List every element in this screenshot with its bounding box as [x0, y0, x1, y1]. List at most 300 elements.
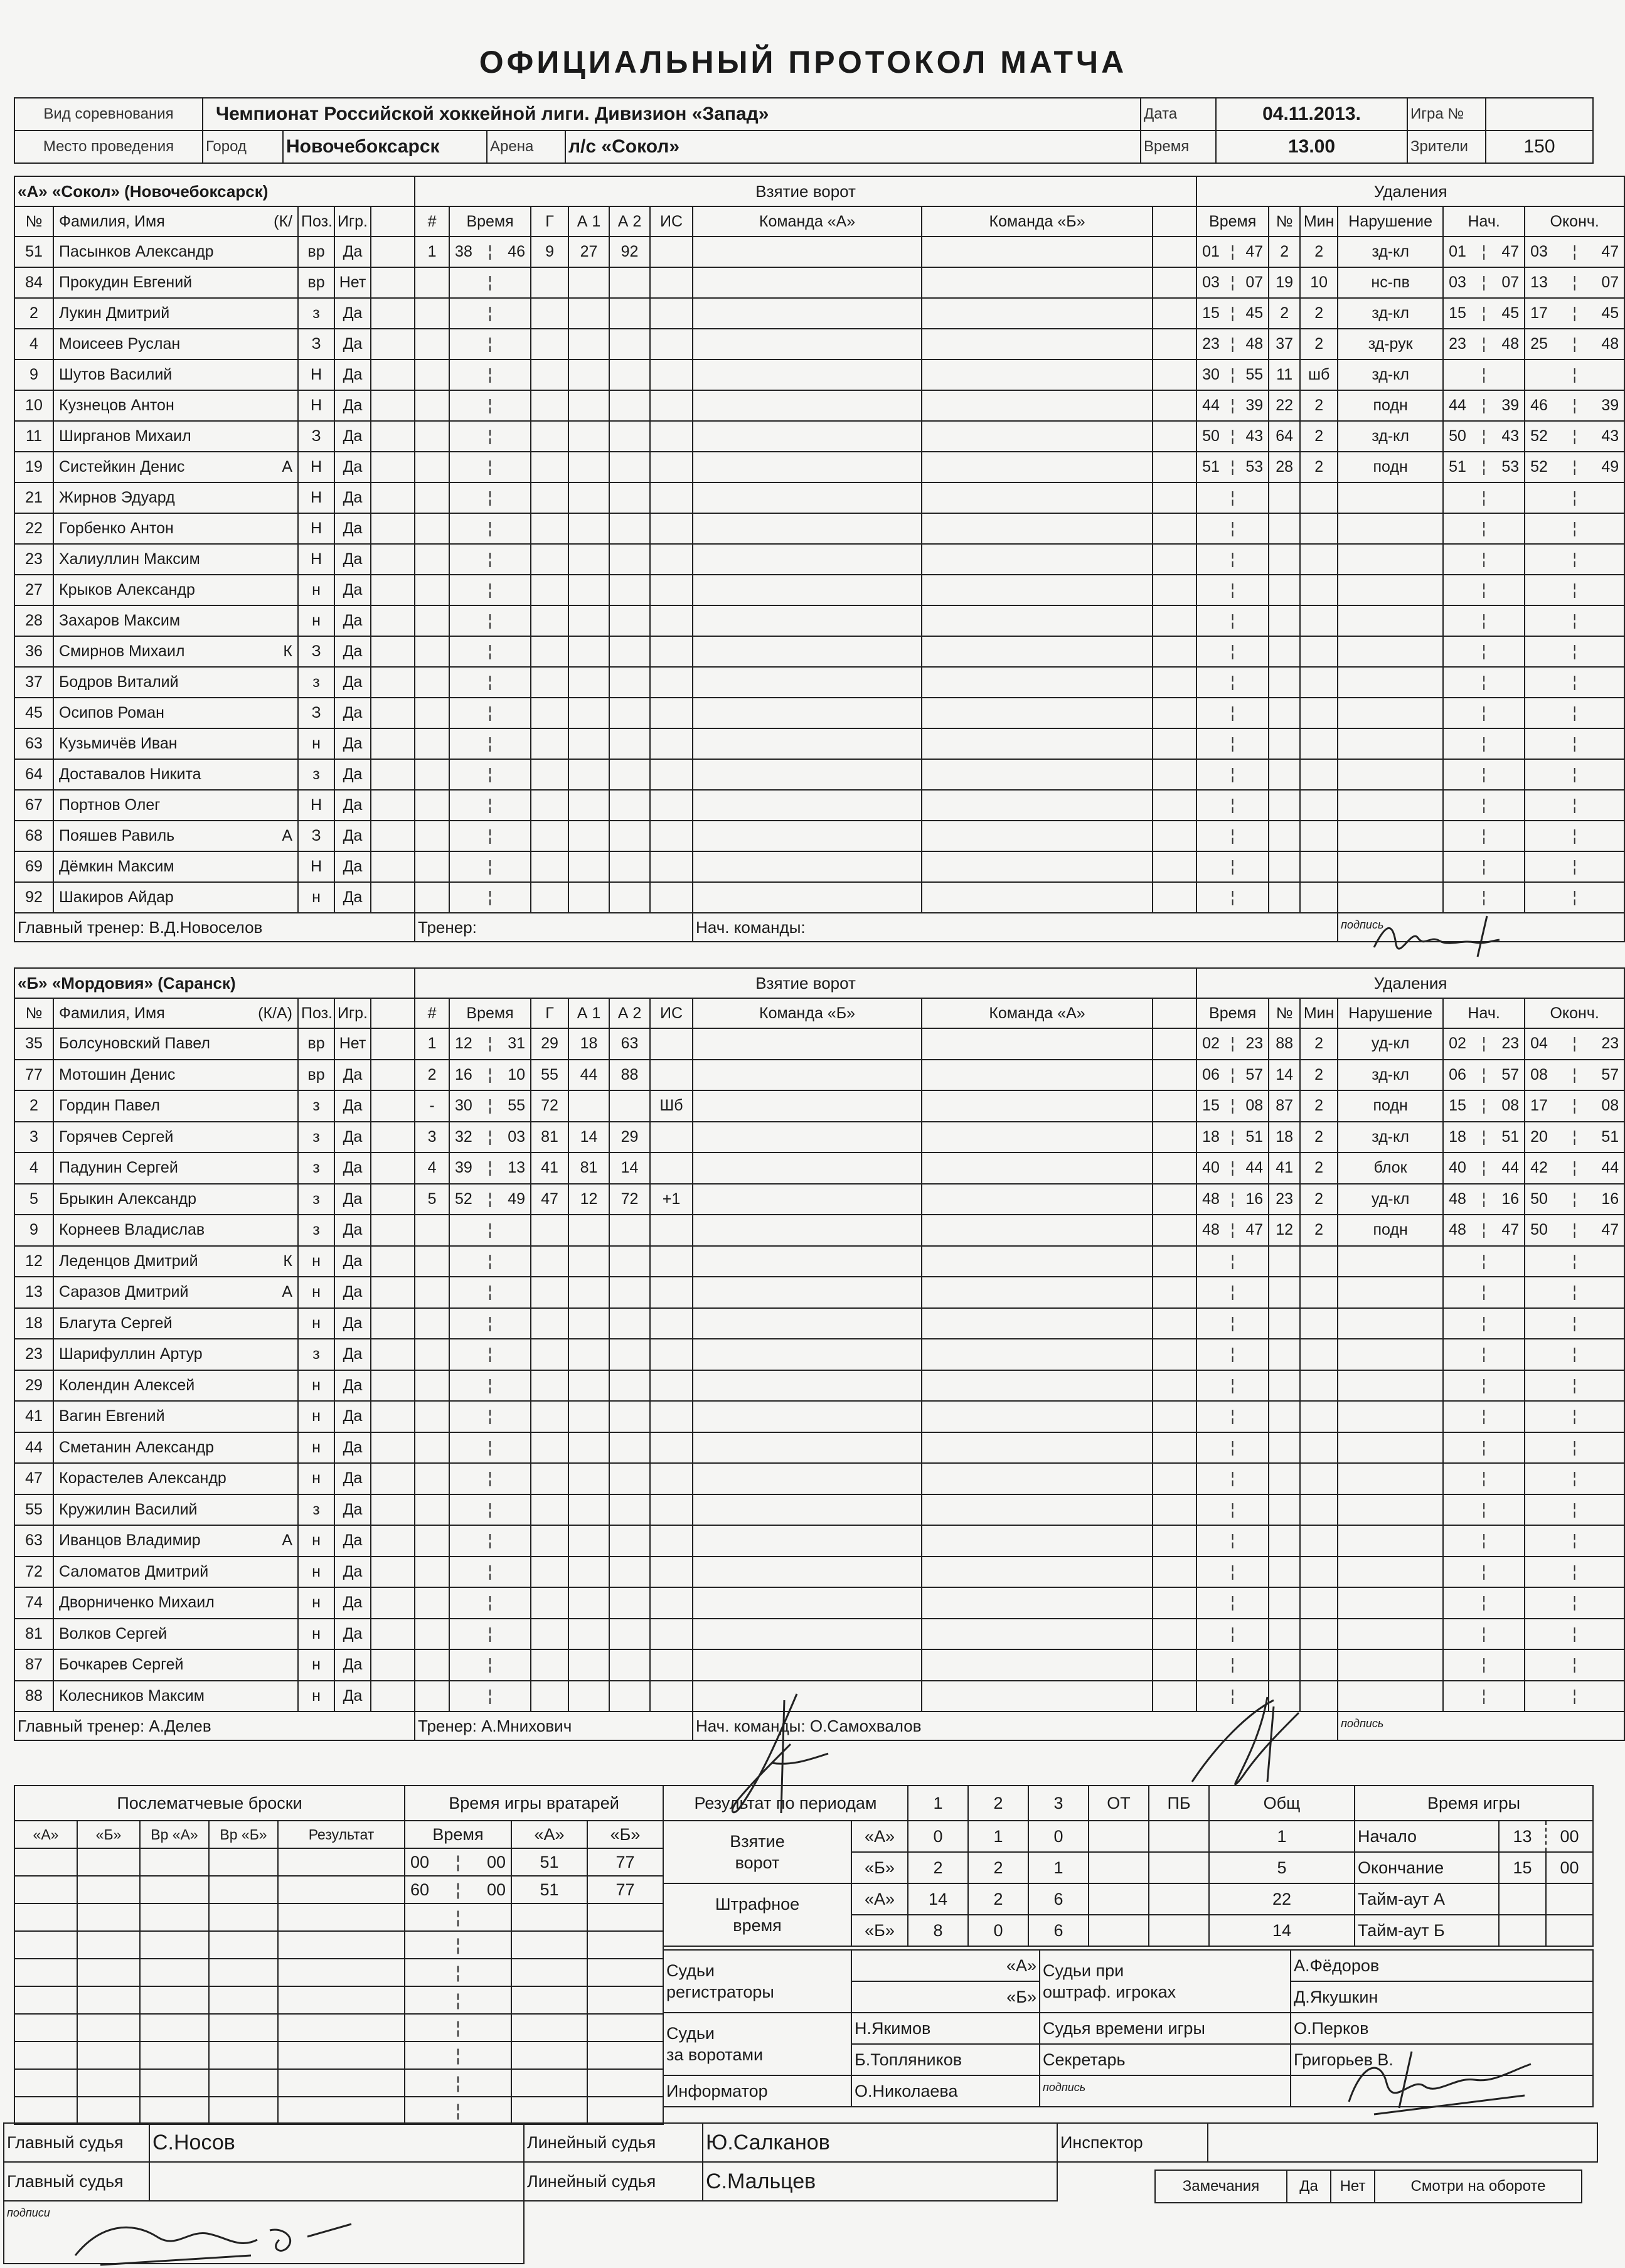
player-position: з	[298, 1184, 334, 1215]
goal-scorer	[531, 728, 568, 759]
gap-cell	[371, 605, 415, 636]
penalty-time-mm: 15	[1202, 304, 1220, 322]
goal-time-wrap	[452, 366, 528, 384]
penalty-time-ss: 55	[1245, 366, 1264, 383]
goalie-b	[587, 2069, 663, 2097]
penalty-end-wrap	[1528, 581, 1621, 599]
penalty-start-sep: ¦	[1481, 1594, 1486, 1612]
penalty-time-mm: 30	[1202, 366, 1220, 383]
penalty-end	[1525, 1339, 1624, 1370]
penalty-player	[1269, 698, 1300, 728]
player-row	[14, 728, 1624, 759]
goal-time-sep: ¦	[488, 1252, 493, 1270]
goals-b-so	[1149, 1852, 1209, 1883]
goal-assist-1	[568, 1308, 609, 1339]
penalty-time	[1196, 882, 1269, 913]
goal-time-wrap	[452, 427, 528, 445]
penalty-minutes	[1300, 1619, 1338, 1650]
player-name: Захаров Максим	[59, 612, 181, 629]
goal-time	[449, 1060, 531, 1091]
onice-own	[693, 1619, 922, 1650]
onice-opp	[922, 575, 1153, 605]
penalty-start-ss: 47	[1501, 1221, 1520, 1239]
goal-number	[415, 667, 449, 698]
penalty-player: 22	[1269, 390, 1300, 421]
goal-assist-1	[568, 1619, 609, 1650]
penalty-infraction	[1338, 1649, 1443, 1681]
goal-assist-2	[609, 482, 650, 513]
goal-time-wrap	[452, 550, 528, 568]
penalty-time-wrap	[1200, 704, 1265, 722]
player-name: Корнеев Владислав	[59, 1221, 205, 1239]
player-name-wrap	[56, 1283, 295, 1301]
penalty-box-1: А.Фёдоров	[1291, 1950, 1593, 1981]
shootout-cell	[14, 1876, 77, 1903]
goal-scorer	[531, 544, 568, 575]
player-name-wrap	[56, 397, 295, 415]
team-a-name: «А» «Сокол» (Новочебоксарск)	[14, 176, 415, 206]
penalty-player	[1269, 482, 1300, 513]
goal-time-sep: ¦	[488, 1656, 493, 1674]
player-played: Да	[334, 605, 371, 636]
penalty-end-wrap	[1528, 612, 1621, 630]
player-position: н	[298, 1432, 334, 1464]
player-name-cell	[53, 359, 298, 390]
penalty-end-sep: ¦	[1572, 1065, 1577, 1083]
goal-scorer: 41	[531, 1153, 568, 1184]
player-played: Да	[334, 759, 371, 790]
player-name: Благута Сергей	[59, 1314, 173, 1332]
goalie-time-title: Время игры вратарей	[405, 1786, 663, 1821]
penalty-minutes	[1300, 1649, 1338, 1681]
player-number: 4	[14, 329, 53, 359]
shootout-row	[14, 1959, 405, 1986]
penalty-end-ss: 07	[1601, 274, 1619, 291]
team-b-section	[14, 967, 1619, 1741]
onice-opp	[922, 513, 1153, 544]
player-played: Да	[334, 1370, 371, 1402]
goal-number	[415, 1401, 449, 1432]
goal-time	[449, 1215, 531, 1246]
penalty-time-sep: ¦	[1230, 1686, 1235, 1705]
penalty-end-wrap	[1528, 1314, 1621, 1333]
penalty-time	[1196, 1432, 1269, 1464]
player-name-wrap	[56, 1625, 295, 1643]
player-number: 10	[14, 390, 53, 421]
penalty-minutes	[1300, 698, 1338, 728]
player-position: Н	[298, 359, 334, 390]
game-no-label: Игра №	[1407, 98, 1486, 130]
player-name: Пасынков Александр	[59, 243, 214, 260]
penalty-minutes	[1300, 636, 1338, 667]
penalty-time	[1196, 1184, 1269, 1215]
onice-opp	[922, 1028, 1153, 1060]
penalty-start	[1443, 1432, 1525, 1464]
goal-number	[415, 452, 449, 482]
goals-b-ot	[1089, 1852, 1149, 1883]
shootout-rows	[14, 1848, 405, 2124]
venue-label: Место проведения	[14, 130, 203, 163]
onice-opp	[922, 329, 1153, 359]
scorers-label	[663, 1950, 851, 2013]
player-position: Н	[298, 513, 334, 544]
penalty-start-sep: ¦	[1481, 888, 1486, 906]
goalie-b: 77	[587, 1876, 663, 1903]
goal-assist-2	[609, 667, 650, 698]
remarks-see-back: Смотри на обороте	[1375, 2170, 1582, 2203]
penalty-start-wrap	[1446, 1563, 1521, 1581]
city-value: Новочебоксарск	[283, 130, 487, 163]
goal-time-sep: ¦	[488, 673, 493, 691]
penalty-start-ss: 16	[1501, 1190, 1520, 1208]
player-number: 77	[14, 1060, 53, 1091]
penalty-minutes: 2	[1300, 452, 1338, 482]
player-position: з	[298, 1339, 334, 1370]
penalty-start	[1443, 1277, 1525, 1308]
penalty-end	[1525, 605, 1624, 636]
player-name-cell	[53, 513, 298, 544]
penalty-time	[1196, 728, 1269, 759]
goal-assist-2	[609, 1339, 650, 1370]
shootout-cell	[209, 2014, 278, 2042]
penalty-start	[1443, 1401, 1525, 1432]
goal-time-wrap	[452, 858, 528, 876]
col-pos: Поз.	[298, 206, 334, 237]
goal-time-wrap	[452, 1656, 528, 1674]
goal-assist-1	[568, 544, 609, 575]
goalie-time	[405, 2014, 511, 2042]
player-name-cell	[53, 1370, 298, 1402]
goal-judge-2: Б.Топляников	[851, 2044, 1040, 2075]
goal-number	[415, 605, 449, 636]
penalty-start-sep: ¦	[1481, 1531, 1486, 1550]
penalty-end	[1525, 1060, 1624, 1091]
penalty-time-mm: 01	[1202, 243, 1220, 260]
referee-1-label: Главный судья	[4, 2123, 149, 2162]
gap-cell	[371, 1370, 415, 1402]
goal-time-wrap	[452, 1252, 528, 1270]
penalty-end-ss: 48	[1601, 335, 1619, 353]
penalty-end-ss: 44	[1601, 1159, 1619, 1177]
col-hash: #	[415, 998, 449, 1028]
goal-situation	[650, 1153, 693, 1184]
player-position: н	[298, 1370, 334, 1402]
player-number: 23	[14, 544, 53, 575]
goal-time-sep: ¦	[488, 642, 493, 660]
penalty-end-mm: 08	[1530, 1065, 1548, 1083]
penalty-player	[1269, 1619, 1300, 1650]
goals-b-p2: 2	[968, 1852, 1028, 1883]
penalty-start-wrap	[1446, 1531, 1521, 1550]
penalty-time-ss: 23	[1245, 1035, 1264, 1053]
penalty-player	[1269, 1463, 1300, 1494]
penalty-end-wrap	[1528, 519, 1621, 538]
onice-opp	[922, 1463, 1153, 1494]
penalty-time-wrap	[1200, 366, 1265, 384]
spectators-value: 150	[1486, 130, 1593, 163]
goal-number: 5	[415, 1184, 449, 1215]
onice-opp	[922, 1246, 1153, 1277]
penalty-time-wrap	[1200, 1283, 1265, 1301]
penalty-start-wrap	[1446, 1687, 1521, 1705]
goal-time-sep: ¦	[488, 1127, 493, 1146]
penalty-end	[1525, 1028, 1624, 1060]
penalty-end-sep: ¦	[1572, 550, 1577, 568]
head-coach-label: Главный тренер:	[18, 1716, 145, 1735]
gap-cell	[371, 1277, 415, 1308]
goalie-time-sep: ¦	[456, 2018, 461, 2037]
player-name-wrap	[56, 1656, 295, 1674]
penalty-start-wrap	[1446, 397, 1521, 415]
penalty-time	[1196, 421, 1269, 452]
player-played: Да	[334, 1494, 371, 1526]
goals-team-a: «А»	[851, 1821, 908, 1852]
player-position: вр	[298, 267, 334, 298]
penalty-end-sep: ¦	[1572, 1594, 1577, 1612]
goal-assist-2	[609, 544, 650, 575]
player-number: 41	[14, 1401, 53, 1432]
goal-scorer	[531, 298, 568, 329]
penalty-infraction	[1338, 1277, 1443, 1308]
penalty-start-sep: ¦	[1481, 274, 1486, 291]
penalty-start-wrap	[1446, 673, 1521, 691]
player-played: Нет	[334, 267, 371, 298]
penalty-start-sep: ¦	[1481, 1065, 1486, 1083]
goal-scorer	[531, 1681, 568, 1712]
goal-assist-2	[609, 1090, 650, 1122]
goal-time-sep: ¦	[488, 1159, 493, 1177]
goal-number	[415, 1619, 449, 1650]
game-time-table	[1354, 1785, 1594, 1947]
penalty-start-sep: ¦	[1481, 612, 1486, 629]
onice-own	[693, 482, 922, 513]
player-name-cell	[53, 329, 298, 359]
gap-cell	[371, 728, 415, 759]
player-name-wrap	[56, 1097, 295, 1115]
gap-cell-2	[1153, 1370, 1196, 1402]
player-number: 35	[14, 1028, 53, 1060]
goal-time-wrap	[452, 827, 528, 845]
goal-time-sep: ¦	[488, 735, 493, 752]
goal-time-mm: 52	[455, 1190, 472, 1208]
team-b-name: «Б» «Мордовия» (Саранск)	[14, 968, 415, 998]
onice-opp	[922, 298, 1153, 329]
player-row	[14, 452, 1624, 482]
player-number: 23	[14, 1339, 53, 1370]
player-row	[14, 237, 1624, 267]
goals-b-total: 5	[1209, 1852, 1355, 1883]
goal-time-sep: ¦	[488, 1345, 493, 1363]
goal-time-wrap	[452, 1097, 528, 1115]
penalty-end-wrap	[1528, 735, 1621, 753]
gap-cell	[371, 544, 415, 575]
shootout-cell	[209, 1986, 278, 2014]
penalty-time-sep: ¦	[1230, 335, 1235, 353]
penalty-time	[1196, 821, 1269, 851]
player-name-wrap	[56, 704, 295, 722]
penalty-time-wrap	[1200, 1563, 1265, 1581]
penalty-end-wrap	[1528, 335, 1621, 353]
shootout-cell	[140, 1848, 209, 1876]
goal-scorer	[531, 1619, 568, 1650]
player-name-cell	[53, 1246, 298, 1277]
goal-assist-2	[609, 605, 650, 636]
goal-situation	[650, 1370, 693, 1402]
gap-cell	[371, 1028, 415, 1060]
time-value: 13.00	[1216, 130, 1407, 163]
player-name-cell	[53, 575, 298, 605]
gap-cell	[371, 1308, 415, 1339]
penalty-infraction	[1338, 1494, 1443, 1526]
penalty-player	[1269, 544, 1300, 575]
goals-a-p2: 1	[968, 1821, 1028, 1852]
team-chief-label: Нач. команды:	[696, 917, 806, 937]
goal-assist-2: 72	[609, 1184, 650, 1215]
gap-cell-2	[1153, 237, 1196, 267]
penalty-end-sep: ¦	[1572, 335, 1577, 353]
inspector-label: Инспектор	[1057, 2123, 1208, 2162]
goal-time	[449, 359, 531, 390]
goal-scorer	[531, 359, 568, 390]
pim-b-p1: 8	[908, 1915, 968, 1946]
gap-cell	[371, 1153, 415, 1184]
goal-assist-2	[609, 1401, 650, 1432]
informer-label: Информатор	[663, 2075, 851, 2107]
player-position: Н	[298, 790, 334, 821]
goal-situation	[650, 1587, 693, 1619]
goal-assist-1	[568, 667, 609, 698]
player-row	[14, 298, 1624, 329]
goal-time	[449, 1246, 531, 1277]
player-row	[14, 1246, 1624, 1277]
penalty-end-sep: ¦	[1572, 765, 1577, 783]
penalty-time	[1196, 544, 1269, 575]
penalty-end-sep: ¦	[1572, 1283, 1577, 1301]
penalty-start-wrap	[1446, 581, 1521, 599]
penalty-end-sep: ¦	[1572, 1097, 1577, 1115]
penalty-end-mm: 20	[1530, 1127, 1548, 1146]
onice-opp	[922, 1494, 1153, 1526]
goal-number	[415, 1308, 449, 1339]
penalty-start-wrap	[1446, 612, 1521, 630]
penalty-time-wrap	[1200, 489, 1265, 507]
penalty-player	[1269, 882, 1300, 913]
goal-number	[415, 636, 449, 667]
penalty-time	[1196, 851, 1269, 882]
penalty-end	[1525, 544, 1624, 575]
goal-time-wrap	[452, 1407, 528, 1425]
goal-assist-2	[609, 421, 650, 452]
penalty-start-wrap	[1446, 1625, 1521, 1643]
goal-time	[449, 698, 531, 728]
player-name: Шутов Василий	[59, 366, 173, 383]
gap-cell-2	[1153, 851, 1196, 882]
penalty-minutes	[1300, 667, 1338, 698]
gap-cell	[371, 698, 415, 728]
pim-label-1: Штрафное	[715, 1895, 800, 1914]
penalty-end-mm: 50	[1530, 1221, 1548, 1239]
goal-time	[449, 421, 531, 452]
penalty-player	[1269, 636, 1300, 667]
shootout-cell	[140, 1959, 209, 1986]
goalie-a: 51	[511, 1848, 587, 1876]
secretary-signature-space	[1291, 2075, 1593, 2107]
penalty-start-sep: ¦	[1481, 304, 1486, 322]
goalie-time-wrap	[408, 1963, 508, 1983]
penalty-end-ss: 16	[1601, 1190, 1619, 1208]
goal-number	[415, 421, 449, 452]
goal-number	[415, 359, 449, 390]
player-number: 2	[14, 298, 53, 329]
penalty-start-sep: ¦	[1481, 1221, 1486, 1239]
penalty-end-mm: 50	[1530, 1190, 1548, 1208]
player-role: А	[282, 458, 292, 476]
penalty-end-mm: 52	[1530, 427, 1548, 445]
goal-situation	[650, 790, 693, 821]
player-played: Да	[334, 1587, 371, 1619]
penalty-end	[1525, 667, 1624, 698]
onice-own	[693, 1060, 922, 1091]
goal-judges-label-1: Судьи	[666, 2024, 715, 2043]
penalty-time-wrap	[1200, 458, 1265, 476]
player-played: Да	[334, 1619, 371, 1650]
penalty-start-sep: ¦	[1481, 550, 1486, 568]
goal-assist-2	[609, 575, 650, 605]
col-infraction: Нарушение	[1338, 206, 1443, 237]
penalty-time	[1196, 1370, 1269, 1402]
team-a-signature-cell	[1338, 913, 1624, 942]
goal-assist-2	[609, 728, 650, 759]
gap-cell-2	[1153, 482, 1196, 513]
player-row	[14, 790, 1624, 821]
referee-1-value: С.Носов	[149, 2123, 524, 2162]
onice-opp	[922, 1370, 1153, 1402]
onice-own	[693, 1494, 922, 1526]
goal-assist-1	[568, 1215, 609, 1246]
goal-time	[449, 1308, 531, 1339]
penalty-end-sep: ¦	[1572, 1624, 1577, 1642]
goalie-row	[405, 1959, 663, 1986]
penalty-minutes	[1300, 1494, 1338, 1526]
player-row	[14, 359, 1624, 390]
goal-time	[449, 1432, 531, 1464]
goal-time	[449, 790, 531, 821]
goal-situation	[650, 1277, 693, 1308]
player-name-cell	[53, 1184, 298, 1215]
penalty-end-wrap	[1528, 858, 1621, 876]
goal-situation	[650, 1619, 693, 1650]
shootout-cell	[140, 1876, 209, 1903]
penalty-start	[1443, 329, 1525, 359]
player-name-cell	[53, 1060, 298, 1091]
goal-time	[449, 1587, 531, 1619]
onice-opp	[922, 1339, 1153, 1370]
goal-scorer	[531, 1277, 568, 1308]
goal-number	[415, 759, 449, 790]
goal-time-mm: 39	[455, 1159, 472, 1177]
player-number: 68	[14, 821, 53, 851]
penalty-infraction	[1338, 790, 1443, 821]
referee-2-value	[149, 2162, 524, 2201]
goal-time-ss: 46	[508, 243, 526, 260]
penalty-start	[1443, 1681, 1525, 1712]
penalty-infraction	[1338, 667, 1443, 698]
goal-situation	[650, 1494, 693, 1526]
penalty-end-wrap	[1528, 1469, 1621, 1488]
penalty-start-ss: 47	[1501, 243, 1520, 260]
penalty-end	[1525, 636, 1624, 667]
player-name: Волков Сергей	[59, 1624, 168, 1642]
